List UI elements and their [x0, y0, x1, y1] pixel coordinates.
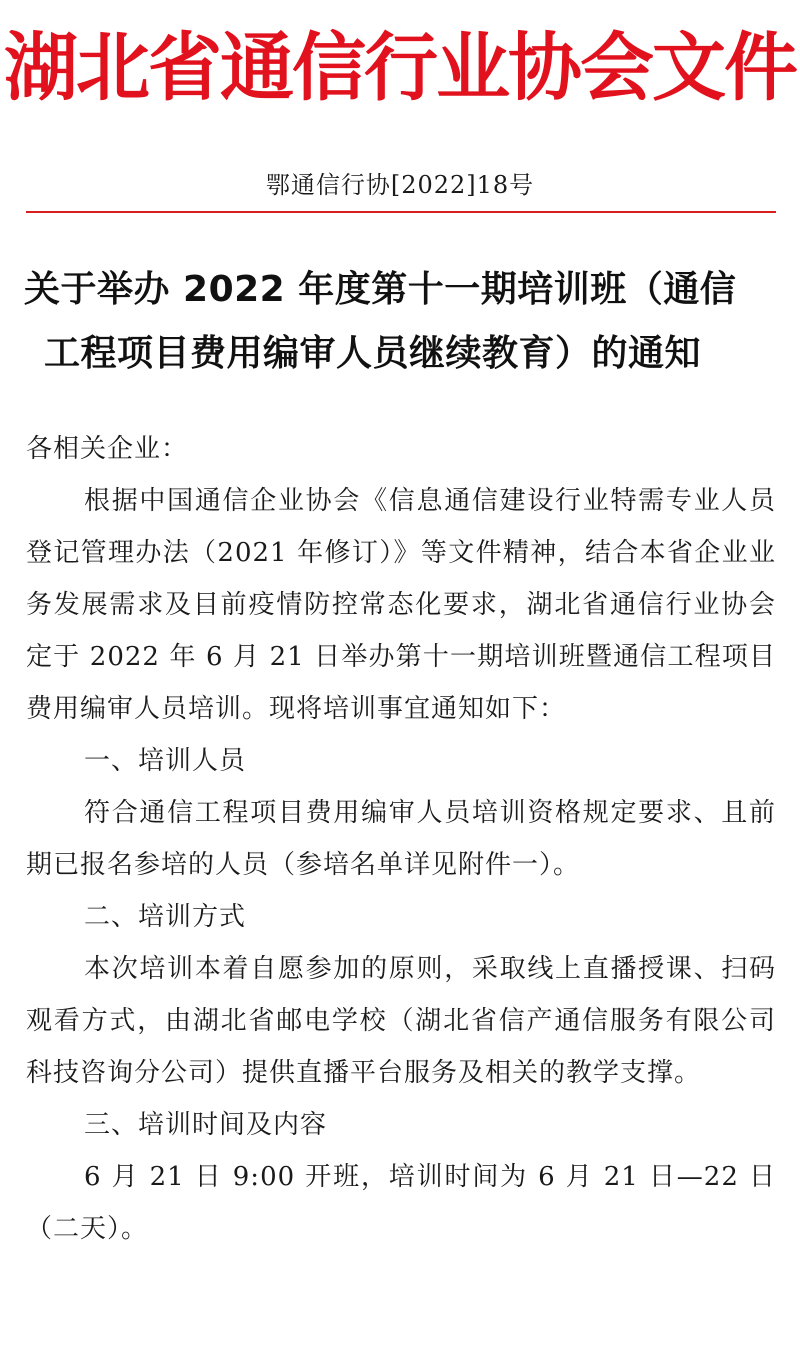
section-2-heading: 二、培训方式	[84, 902, 247, 932]
section-2-paragraph: 本次培训本着自愿参加的原则，采取线上直播授课、扫码观看方式，由湖北省邮电学校（湖北省信产通信服务有限公司科技咨询分公司）提供直播平台服务及相关的教学支撑。	[26, 954, 776, 1088]
document-body	[26, 423, 776, 1255]
notice-title-line-1: 关于举办 2022 年度第十一期培训班（通信	[24, 269, 737, 310]
notice-title	[24, 258, 776, 386]
document-number: 鄂通信行协[2022]18号	[265, 171, 535, 199]
salutation: 各相关企业：	[26, 434, 189, 464]
red-divider	[26, 211, 776, 213]
section-1-paragraph: 符合通信工程项目费用编审人员培训资格规定要求、且前期已报名参培的人员（参培名单详见附件一）。	[26, 798, 776, 880]
intro-paragraph: 根据中国通信企业协会《信息通信建设行业特需专业人员登记管理办法（2021 年修订）》等文件精神，结合本省企业业务发展需求及目前疫情防控常态化要求，湖北省通信行业协会定于 2022 年 6 月 21 日举办第十一期培训班暨通信工程项目费用编审人员培训。现将培训事宜通知如下：	[26, 486, 776, 724]
section-3-heading: 三、培训时间及内容	[84, 1110, 328, 1140]
notice-title-line-2: 工程项目费用编审人员继续教育）的通知	[44, 333, 702, 374]
section-3-paragraph: 6 月 21 日 9:00 开班，培训时间为 6 月 21 日—22 日（二天）。	[26, 1162, 776, 1244]
section-1-heading: 一、培训人员	[84, 746, 247, 776]
document-header-title: 湖北省通信行业协会文件	[4, 25, 796, 111]
